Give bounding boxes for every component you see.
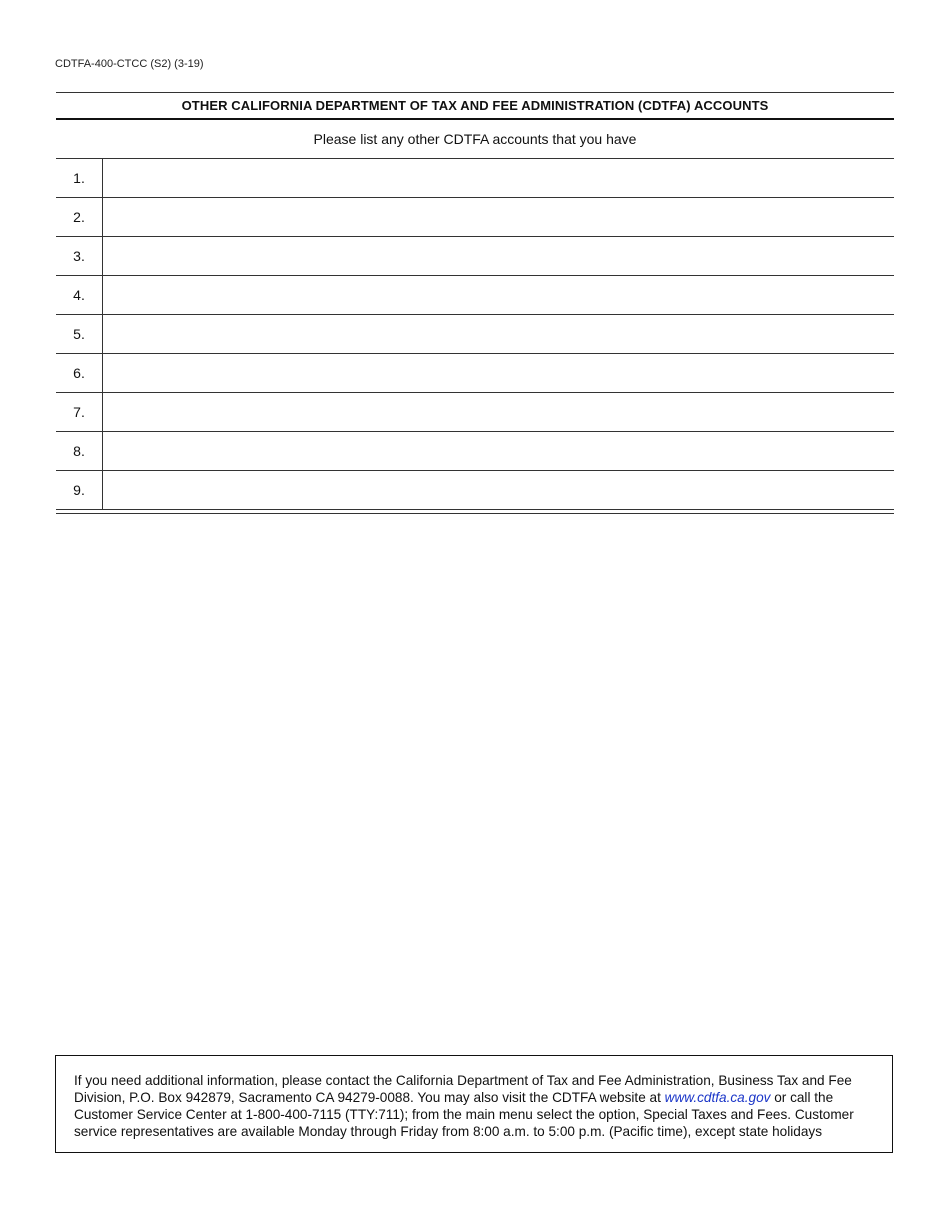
cdtfa-website-link[interactable]: www.cdtfa.ca.gov <box>664 1090 771 1105</box>
account-row-1 <box>56 159 894 198</box>
row-number: 6. <box>56 354 103 392</box>
row-number: 4. <box>56 276 103 314</box>
account-row-2 <box>56 198 894 237</box>
row-number: 3. <box>56 237 103 275</box>
other-accounts-section <box>56 92 894 514</box>
info-text-end: or call the Customer Service Center at 1-800-400-7115 (TTY:711); from the main menu select the option, Special Taxes and Fees. Customer service representatives are available Monday through Friday from 8:00 a.m. to 5:00 p.m. (Pacific time), except state holidays <box>74 1090 854 1139</box>
form-identifier: CDTFA-400-CTCC (S2) (3-19) <box>55 58 204 70</box>
account-row-9 <box>56 471 894 509</box>
row-number: 1. <box>56 159 103 197</box>
accounts-list <box>56 159 894 510</box>
row-number: 9. <box>56 471 103 509</box>
account-row-4 <box>56 276 894 315</box>
account-row-6 <box>56 354 894 393</box>
account-row-7 <box>56 393 894 432</box>
row-number: 5. <box>56 315 103 353</box>
account-row-5 <box>56 315 894 354</box>
account-field-8[interactable] <box>103 432 894 470</box>
account-field-5[interactable] <box>103 315 894 353</box>
account-field-1[interactable] <box>103 159 894 197</box>
account-row-3 <box>56 237 894 276</box>
account-field-7[interactable] <box>103 393 894 431</box>
account-field-2[interactable] <box>103 198 894 236</box>
account-field-6[interactable] <box>103 354 894 392</box>
account-field-4[interactable] <box>103 276 894 314</box>
section-instructions: Please list any other CDTFA accounts that you have <box>56 120 894 159</box>
account-row-8 <box>56 432 894 471</box>
row-number: 7. <box>56 393 103 431</box>
info-text-start: If you need additional information, please contact the California Department of Tax and Fee Administration, Business Tax and Fee Division, P.O. Box 942879, Sacramento CA 94279-0088. You may also visit the CDTFA website at <box>74 1073 852 1105</box>
account-field-9[interactable] <box>103 471 894 509</box>
contact-info-box <box>55 1055 893 1153</box>
section-title: OTHER CALIFORNIA DEPARTMENT OF TAX AND FEE ADMINISTRATION (CDTFA) ACCOUNTS <box>56 92 894 120</box>
section-end-rule <box>56 510 894 514</box>
account-field-3[interactable] <box>103 237 894 275</box>
row-number: 8. <box>56 432 103 470</box>
row-number: 2. <box>56 198 103 236</box>
